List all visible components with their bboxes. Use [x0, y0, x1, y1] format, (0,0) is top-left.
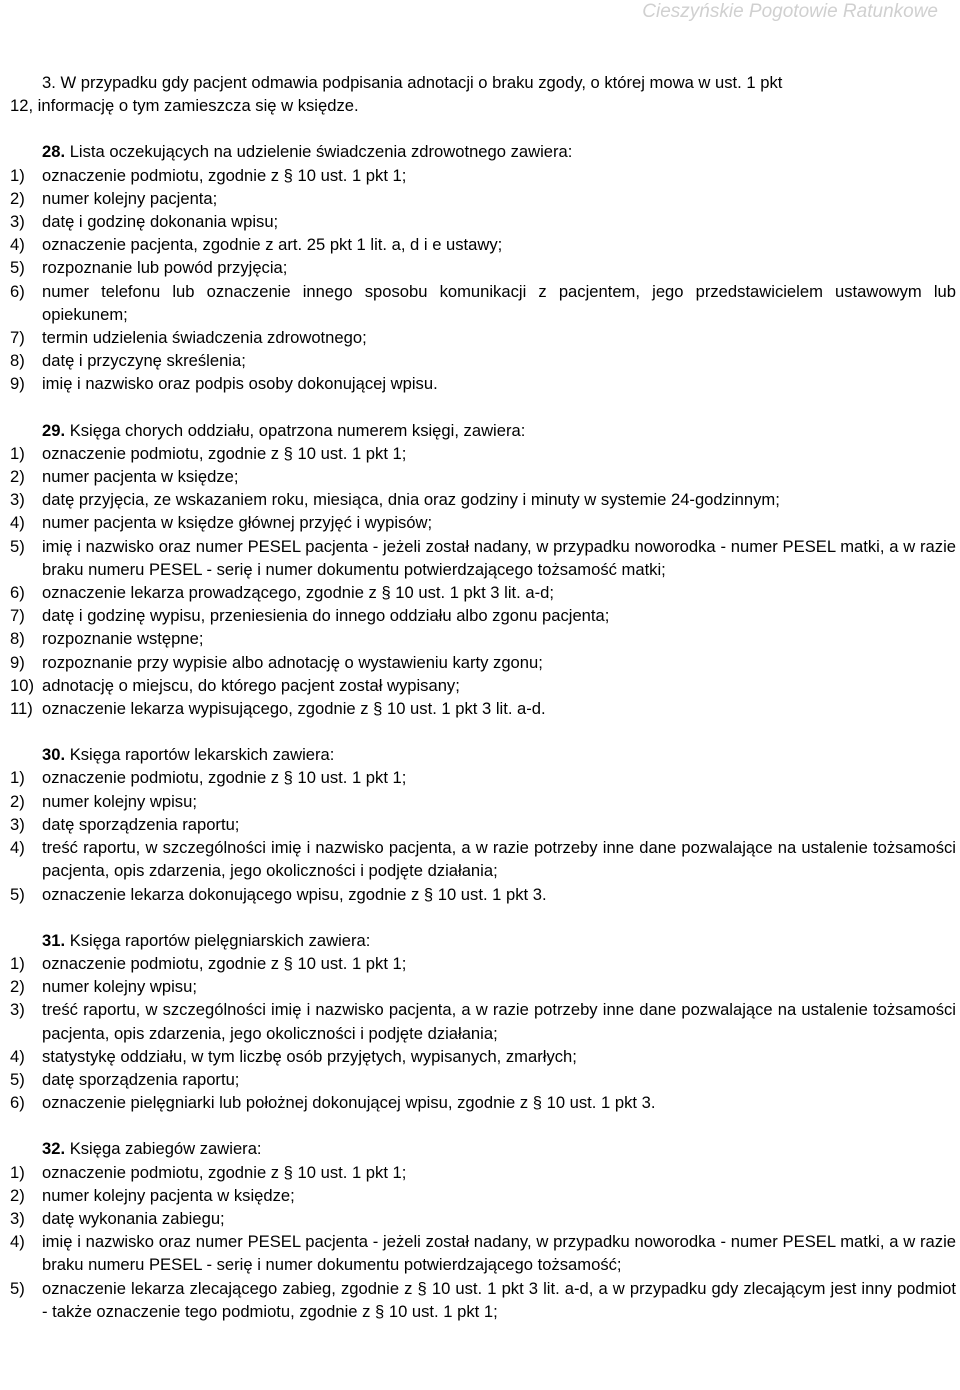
list-item-number: 1) — [10, 443, 25, 463]
list-item-text: oznaczenie podmiotu, zgodnie z § 10 ust. 1 pkt 1; — [42, 443, 407, 463]
list-item — [10, 511, 956, 534]
section-29 — [10, 419, 956, 721]
list-item-text: oznaczenie lekarza wypisującego, zgodnie z § 10 ust. 1 pkt 3 lit. a-d. — [42, 699, 546, 719]
list-item-number: 4) — [10, 235, 25, 255]
section-list — [10, 766, 956, 905]
list-item-number: 5) — [10, 1069, 25, 1089]
list-item-number: 3) — [10, 1208, 25, 1228]
list-item — [10, 790, 956, 813]
list-item — [10, 256, 956, 279]
intro-first-line: 3. W przypadku gdy pacjent odmawia podpisania adnotacji o braku zgody, o której mowa w ust. 1 pkt — [42, 73, 783, 92]
list-item-number: 9) — [10, 374, 25, 394]
list-item — [10, 1091, 956, 1114]
list-item — [10, 581, 956, 604]
list-item — [10, 442, 956, 465]
list-item — [10, 280, 956, 326]
list-item — [10, 233, 956, 256]
list-item-text: imię i nazwisko oraz numer PESEL pacjenta - jeżeli został nadany, w przypadku noworodka - numer PESEL matki, a w razie braku numeru PESEL - serię i numer dokumentu potwierdzającego tożsamość; — [42, 1232, 956, 1275]
section-heading — [10, 1137, 956, 1160]
list-item-text: numer kolejny pacjenta; — [42, 188, 218, 208]
list-item — [10, 326, 956, 349]
list-item — [10, 883, 956, 906]
list-item-number: 3) — [10, 814, 25, 834]
list-item-text: oznaczenie lekarza prowadzącego, zgodnie z § 10 ust. 1 pkt 3 lit. a-d; — [42, 583, 554, 603]
list-item-text: adnotację o miejscu, do którego pacjent został wypisany; — [42, 675, 460, 695]
list-item-text: oznaczenie pielęgniarki lub położnej dokonującej wpisu, zgodnie z § 10 ust. 1 pkt 3. — [42, 1093, 656, 1113]
list-item-text: datę i godzinę wypisu, przeniesienia do innego oddziału albo zgonu pacjenta; — [42, 606, 610, 626]
list-item-number: 4) — [10, 1046, 25, 1066]
list-item-text: oznaczenie podmiotu, zgodnie z § 10 ust. 1 pkt 1; — [42, 768, 407, 788]
list-item — [10, 1207, 956, 1230]
list-item-text: oznaczenie podmiotu, zgodnie z § 10 ust. 1 pkt 1; — [42, 953, 407, 973]
list-item-text: datę przyjęcia, ze wskazaniem roku, miesiąca, dnia oraz godziny i minuty w systemie 24-godzinnym; — [42, 490, 780, 510]
list-item-text: datę i godzinę dokonania wpisu; — [42, 212, 279, 232]
list-item-number: 5) — [10, 258, 25, 278]
section-list — [10, 1161, 956, 1323]
section-list — [10, 952, 956, 1114]
list-item-number: 5) — [10, 1278, 25, 1298]
list-item-number: 3) — [10, 490, 25, 510]
list-item-text: oznaczenie podmiotu, zgodnie z § 10 ust. 1 pkt 1; — [42, 1162, 407, 1182]
list-item-text: termin udzielenia świadczenia zdrowotnego; — [42, 328, 367, 348]
list-item — [10, 372, 956, 395]
list-item-number: 5) — [10, 536, 25, 556]
list-item-number: 6) — [10, 1093, 25, 1113]
list-item — [10, 535, 956, 581]
list-item — [10, 627, 956, 650]
list-item-text: datę sporządzenia raportu; — [42, 1069, 240, 1089]
list-item-number: 3) — [10, 1000, 25, 1020]
list-item — [10, 349, 956, 372]
list-item — [10, 697, 956, 720]
list-item-number: 1) — [10, 1162, 25, 1182]
list-item-number: 11) — [10, 699, 33, 719]
section-30 — [10, 743, 956, 905]
section-number: 31. — [42, 930, 66, 950]
list-item-number: 4) — [10, 513, 25, 533]
list-item-number: 2) — [10, 977, 25, 997]
list-item-text: numer telefonu lub oznaczenie innego sposobu komunikacji z pacjentem, jego przedstawicielem ustawowym lub opiekunem; — [42, 281, 956, 324]
section-title: Lista oczekujących na udzielenie świadczenia zdrowotnego zawiera: — [65, 142, 573, 162]
list-item-number: 4) — [10, 838, 25, 858]
section-number: 29. — [42, 420, 66, 440]
sections-container — [10, 140, 956, 1323]
section-heading — [10, 929, 956, 952]
list-item-number: 2) — [10, 188, 25, 208]
list-item-number: 8) — [10, 629, 25, 649]
section-number: 32. — [42, 1139, 66, 1159]
list-item-text: oznaczenie pacjenta, zgodnie z art. 25 pkt 1 lit. a, d i e ustawy; — [42, 235, 503, 255]
list-item-number: 3) — [10, 212, 25, 232]
section-title: Księga zabiegów zawiera: — [65, 1139, 262, 1159]
section-28 — [10, 140, 956, 395]
list-item-text: datę i przyczynę skreślenia; — [42, 351, 246, 371]
list-item — [10, 674, 956, 697]
list-item-text: oznaczenie lekarza dokonującego wpisu, zgodnie z § 10 ust. 1 pkt 3. — [42, 884, 547, 904]
list-item — [10, 210, 956, 233]
list-item-number: 10) — [10, 675, 34, 695]
list-item-text: datę sporządzenia raportu; — [42, 814, 240, 834]
list-item — [10, 1068, 956, 1091]
section-list — [10, 164, 956, 396]
list-item-number: 7) — [10, 328, 25, 348]
list-item-text: imię i nazwisko oraz podpis osoby dokonującej wpisu. — [42, 374, 438, 394]
list-item — [10, 766, 956, 789]
list-item — [10, 604, 956, 627]
section-list — [10, 442, 956, 720]
list-item — [10, 1277, 956, 1323]
list-item-number: 2) — [10, 791, 25, 811]
list-item-text: imię i nazwisko oraz numer PESEL pacjenta - jeżeli został nadany, w przypadku noworodka - numer PESEL matki, a w razie braku numeru PESEL - serię i numer dokumentu potwierdzającego tożsamość matki; — [42, 536, 956, 579]
list-item-number: 1) — [10, 953, 25, 973]
section-title: Księga raportów lekarskich zawiera: — [65, 745, 335, 765]
section-32 — [10, 1137, 956, 1323]
list-item-text: oznaczenie lekarza zlecającego zabieg, zgodnie z § 10 ust. 1 pkt 3 lit. a-d, a w przypadku gdy zlecającym jest inny podmiot - także oznaczenie tego podmiotu, zgodnie z § 10 ust. 1 pkt 1; — [42, 1278, 956, 1321]
list-item — [10, 975, 956, 998]
list-item-text: treść raportu, w szczególności imię i nazwisko pacjenta, a w razie potrzeby inne dane pozwalające na ustalenie tożsamości pacjenta, opis zdarzenia, jego okoliczności i podjęte działania; — [42, 1000, 956, 1043]
list-item-text: rozpoznanie przy wypisie albo adnotację o wystawieniu karty zgonu; — [42, 652, 543, 672]
section-number: 28. — [42, 142, 66, 162]
list-item-text: oznaczenie podmiotu, zgodnie z § 10 ust. 1 pkt 1; — [42, 165, 407, 185]
list-item-number: 2) — [10, 1185, 25, 1205]
section-title: Księga chorych oddziału, opatrzona numerem księgi, zawiera: — [65, 420, 526, 440]
list-item-number: 9) — [10, 652, 25, 672]
list-item-number: 8) — [10, 351, 25, 371]
list-item — [10, 187, 956, 210]
list-item-text: numer kolejny wpisu; — [42, 791, 197, 811]
list-item-text: rozpoznanie wstępne; — [42, 629, 204, 649]
list-item-number: 4) — [10, 1232, 25, 1252]
list-item-number: 6) — [10, 583, 25, 603]
list-item — [10, 488, 956, 511]
list-item-number: 7) — [10, 606, 25, 626]
list-item — [10, 1045, 956, 1068]
document-body — [10, 71, 956, 1323]
list-item — [10, 1161, 956, 1184]
list-item-number: 5) — [10, 884, 25, 904]
intro-paragraph — [10, 71, 956, 117]
intro-continuation: 12, informację o tym zamieszcza się w księdze. — [10, 96, 359, 116]
list-item — [10, 813, 956, 836]
section-number: 30. — [42, 745, 66, 765]
page-header-title: Cieszyńskie Pogotowie Ratunkowe — [642, 1, 938, 22]
list-item-text: numer kolejny pacjenta w księdze; — [42, 1185, 295, 1205]
list-item — [10, 836, 956, 882]
list-item — [10, 952, 956, 975]
list-item — [10, 651, 956, 674]
list-item-number: 6) — [10, 281, 25, 301]
list-item-text: rozpoznanie lub powód przyjęcia; — [42, 258, 288, 278]
section-heading — [10, 419, 956, 442]
list-item-text: numer pacjenta w księdze głównej przyjęć i wypisów; — [42, 513, 433, 533]
section-heading — [10, 140, 956, 163]
list-item-text: numer pacjenta w księdze; — [42, 467, 239, 487]
list-item-text: numer kolejny wpisu; — [42, 977, 197, 997]
list-item-text: treść raportu, w szczególności imię i nazwisko pacjenta, a w razie potrzeby inne dane pozwalające na ustalenie tożsamości pacjenta, opis zdarzenia, jego okoliczności i podjęte działania; — [42, 838, 956, 881]
list-item — [10, 998, 956, 1044]
section-title: Księga raportów pielęgniarskich zawiera: — [65, 930, 371, 950]
list-item — [10, 1184, 956, 1207]
section-31 — [10, 929, 956, 1115]
list-item-number: 2) — [10, 467, 25, 487]
list-item — [10, 164, 956, 187]
list-item-text: datę wykonania zabiegu; — [42, 1208, 225, 1228]
list-item — [10, 1230, 956, 1276]
list-item-number: 1) — [10, 165, 25, 185]
list-item-number: 1) — [10, 768, 25, 788]
section-heading — [10, 743, 956, 766]
list-item-text: statystykę oddziału, w tym liczbę osób przyjętych, wypisanych, zmarłych; — [42, 1046, 577, 1066]
list-item — [10, 465, 956, 488]
